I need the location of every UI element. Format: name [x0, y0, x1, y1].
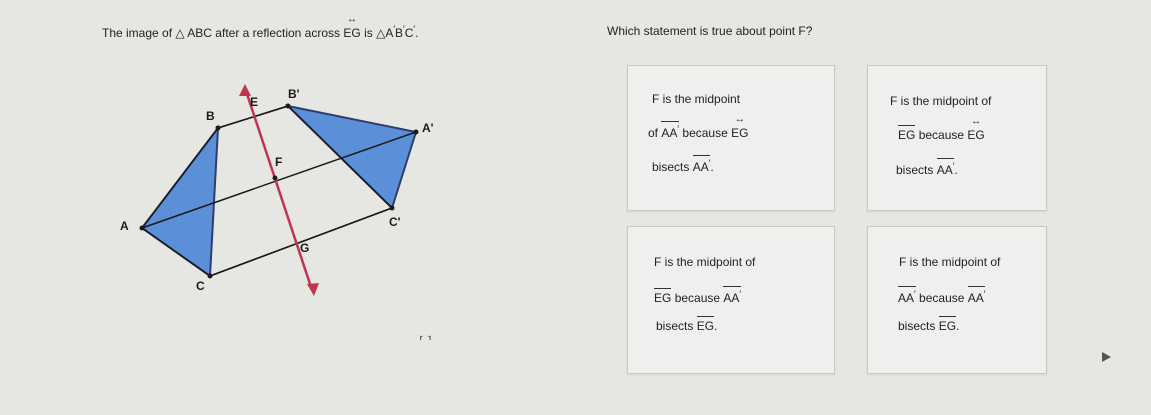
- segment-aa-prime-notation: [723, 289, 741, 305]
- triangle-symbol: △: [175, 26, 185, 40]
- period: .: [956, 319, 960, 333]
- segment-eg-notation: EG: [898, 128, 916, 142]
- arrow-tail-icon: [1102, 352, 1111, 362]
- period: .: [710, 160, 714, 174]
- point-a-prime: [414, 130, 419, 135]
- point-c-prime: [390, 206, 395, 211]
- option-text-line: [898, 289, 985, 305]
- segment-eg-notation: EG: [654, 291, 672, 305]
- prompt-text: is: [364, 26, 373, 40]
- question-prompt: [102, 24, 418, 40]
- text: of: [648, 126, 659, 140]
- label-e: E: [250, 95, 259, 109]
- segment-aa-prime-notation: [898, 289, 916, 305]
- label-g: G: [300, 241, 310, 255]
- option-text-line: [896, 161, 958, 177]
- text: bisects: [898, 319, 936, 333]
- text: AA: [898, 291, 915, 305]
- prime-mark: ′: [983, 289, 986, 299]
- segment-aa-prime-notation: [661, 124, 679, 140]
- vertex-a-prime-text: A: [385, 26, 394, 40]
- period: .: [954, 163, 958, 177]
- diagram-svg: [100, 80, 460, 310]
- option-text-line: F is the midpoint of: [654, 255, 756, 269]
- label-f: F: [275, 155, 283, 169]
- question-text: Which statement is true about point F?: [607, 24, 813, 38]
- text: AA: [967, 291, 984, 305]
- text: because: [919, 291, 965, 305]
- answer-option-3[interactable]: [627, 226, 835, 374]
- label-b: B: [206, 109, 215, 123]
- prime-mark: ′: [413, 24, 416, 34]
- option-text-line: [654, 289, 741, 305]
- prime-mark: ′: [914, 289, 916, 299]
- prompt-text: The image of: [102, 26, 173, 40]
- prime-mark: ′: [393, 24, 396, 34]
- label-c-prime: C': [389, 215, 401, 229]
- text: because: [918, 128, 965, 142]
- prime-mark: ′: [708, 158, 711, 168]
- text: AA: [692, 160, 709, 174]
- period: .: [415, 26, 419, 40]
- segment-aa-prime-notation: [968, 289, 986, 305]
- line-eg-notation: ↔ EG: [731, 126, 748, 140]
- segment-aa-prime-notation: [936, 161, 958, 177]
- prompt-text: ABC after a reflection across: [187, 26, 341, 40]
- text: because: [674, 291, 721, 305]
- answer-option-2[interactable]: [867, 65, 1047, 211]
- option-text-line: [656, 319, 717, 333]
- text: bisects: [656, 319, 694, 333]
- label-c: C: [196, 279, 205, 293]
- option-text-line: [898, 128, 985, 142]
- point-a: [140, 226, 145, 231]
- point-b: [216, 126, 221, 131]
- prime-mark: ′: [403, 24, 405, 34]
- option-text-line: [898, 319, 959, 333]
- line-eg-notation: ↔ EG: [343, 26, 360, 40]
- segment-aa-prime-notation: [692, 158, 714, 174]
- point-c: [208, 274, 213, 279]
- label-a-prime: A': [422, 121, 434, 135]
- text: because: [682, 126, 728, 140]
- text: bisects: [896, 163, 934, 177]
- point-b-prime: [286, 104, 291, 109]
- vertex-b-prime-text: B: [395, 26, 404, 40]
- vertex-c-prime-text: C: [404, 26, 414, 40]
- text: AA: [936, 163, 953, 177]
- answer-option-4[interactable]: [867, 226, 1047, 374]
- option-text-line: [648, 124, 748, 140]
- segment-eg-notation: EG: [938, 319, 957, 333]
- text: bisects: [652, 160, 690, 174]
- text: AA: [661, 126, 678, 140]
- prime-mark: ′: [677, 124, 680, 134]
- segment-eg-notation: EG: [696, 319, 715, 333]
- answer-option-1[interactable]: [627, 65, 835, 211]
- option-text-line: F is the midpoint of: [899, 255, 1001, 269]
- triangle-abc: [142, 128, 218, 276]
- label-b-prime: B': [288, 87, 300, 101]
- period: .: [714, 319, 718, 333]
- cursor-bracket-icon: ⸢ ⸣: [419, 334, 432, 348]
- option-text-line: F is the midpoint: [652, 92, 741, 106]
- prime-mark: ′: [952, 161, 955, 171]
- point-f: [273, 176, 278, 181]
- option-text-line: F is the midpoint of: [890, 94, 992, 108]
- option-text-line: [652, 158, 714, 174]
- label-a: A: [120, 219, 129, 233]
- line-eg-notation: ↔ EG: [967, 128, 984, 142]
- triangle-a-prime-b-prime-c-prime: [288, 106, 416, 208]
- prime-mark: ′: [739, 289, 742, 299]
- line-arrowhead-bottom: [307, 283, 319, 296]
- text: AA: [723, 291, 740, 305]
- reflection-diagram: [100, 80, 460, 315]
- triangle-symbol: △: [376, 26, 386, 40]
